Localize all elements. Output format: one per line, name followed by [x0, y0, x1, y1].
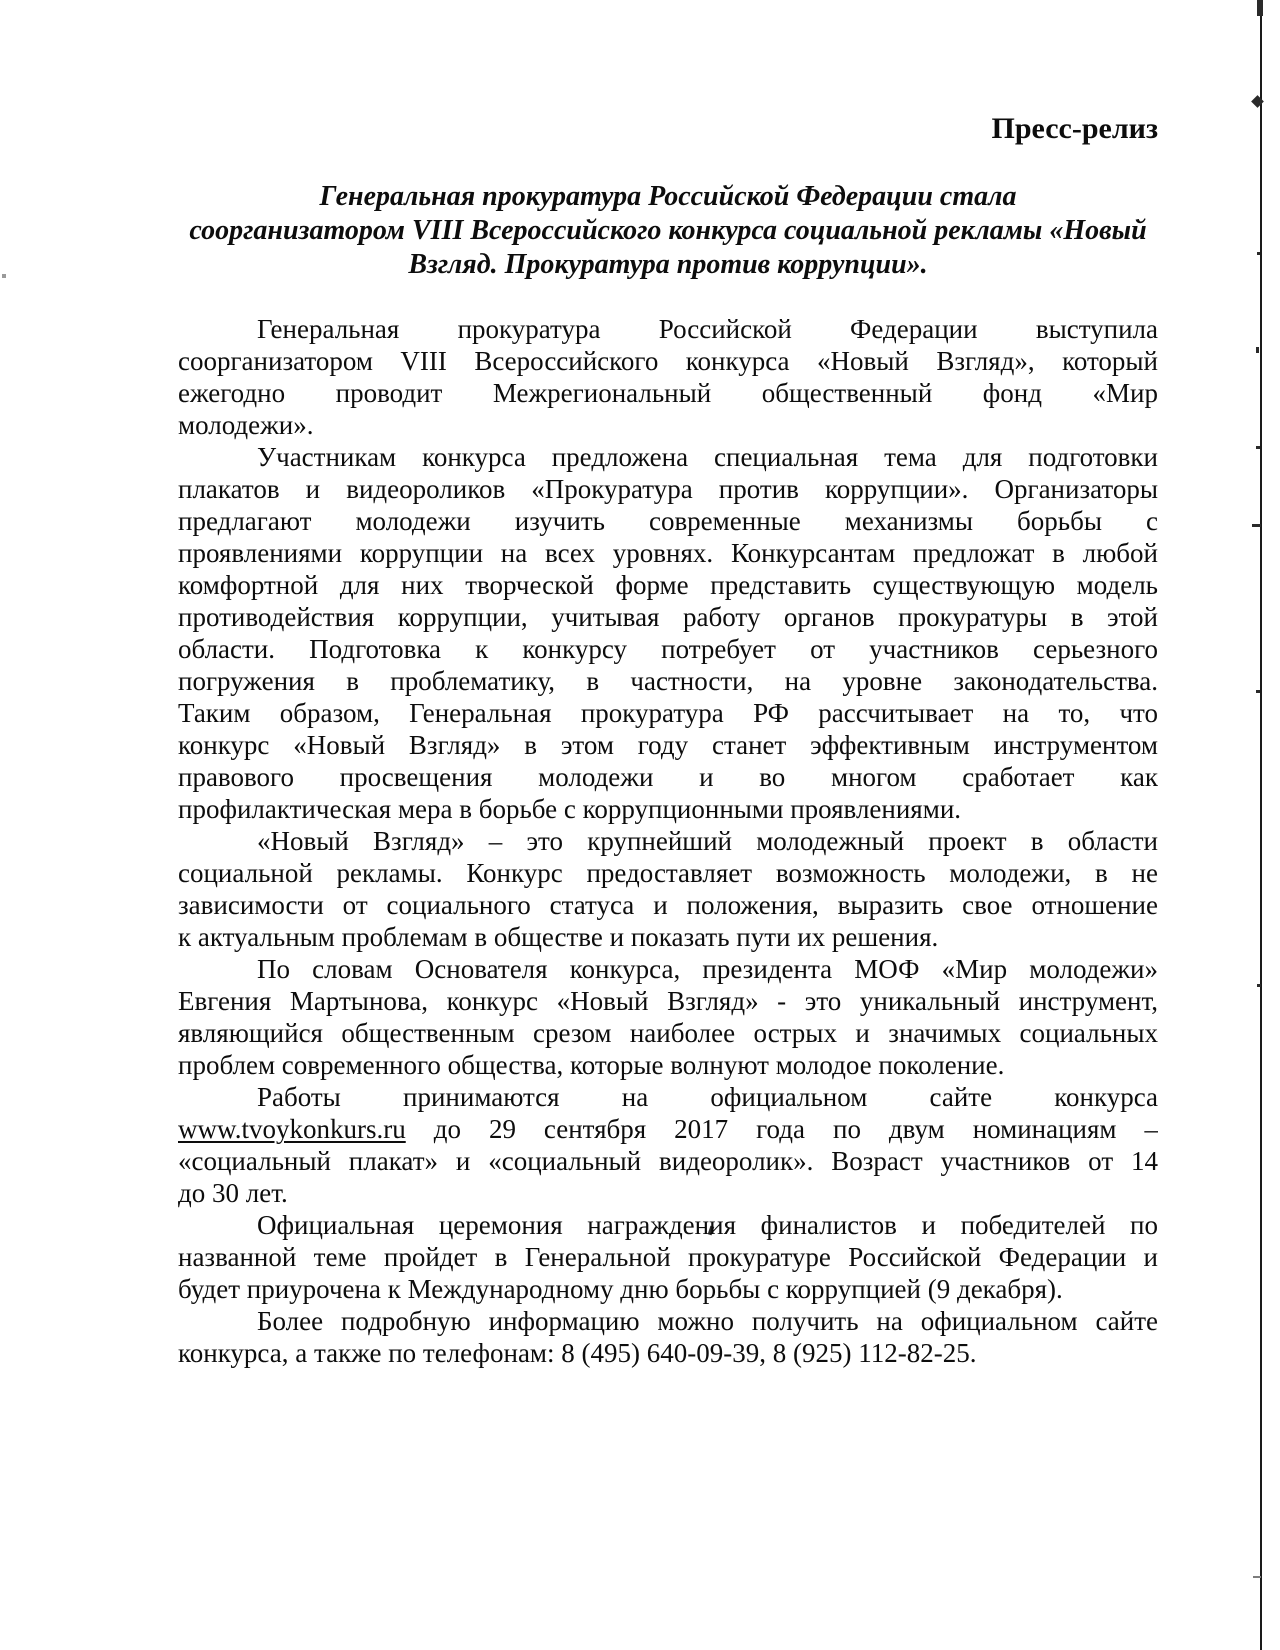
- scan-speck: [1257, 984, 1261, 987]
- paragraph-line: По словам Основателя конкурса, президента МОФ «Мир молодежи»: [257, 954, 1158, 984]
- paragraph: [178, 1209, 1158, 1305]
- scan-artifact-line: [1260, 0, 1262, 1650]
- paragraph-line: плакатов и видеороликов «Прокуратура против коррупции». Организаторы: [178, 474, 1158, 504]
- paragraph: [178, 1305, 1158, 1369]
- paragraph-line: социальной рекламы. Конкурс предоставляет возможность молодежи, в не: [178, 858, 1158, 888]
- paragraph-line: www.tvoykonkurs.ru до 29 сентября 2017 года по двум номинациям –: [178, 1114, 1158, 1144]
- paragraph-line: зависимости от социального статуса и положения, выразить свое отношение: [178, 890, 1158, 920]
- website-link: www.tvoykonkurs.ru: [178, 1114, 406, 1144]
- paragraph-line: соорганизатором VIII Всероссийского конкурса «Новый Взгляд», который: [178, 346, 1158, 376]
- paragraph-line: Более подробную информацию можно получить на официальном сайте: [257, 1306, 1158, 1336]
- scan-speck: [1256, 690, 1260, 693]
- paragraph-line: Евгения Мартынова, конкурс «Новый Взгляд» - это уникальный инструмент,: [178, 986, 1158, 1016]
- scan-speck: [1252, 524, 1261, 527]
- paragraph-line: предлагают молодежи изучить современные механизмы борьбы с: [178, 506, 1158, 536]
- paragraph-line: Работы принимаются на официальном сайте конкурса: [257, 1082, 1158, 1112]
- scan-speck: [2, 274, 6, 278]
- paragraph-line: области. Подготовка к конкурсу потребует от участников серьезного: [178, 634, 1158, 664]
- scan-speck: [1256, 446, 1260, 449]
- paragraph-line: к актуальным проблемам в обществе и показать пути их решения.: [178, 922, 939, 952]
- paragraph-line: «социальный плакат» и «социальный видеоролик». Возраст участников от 14: [178, 1146, 1158, 1176]
- scan-speck: [1257, 252, 1260, 255]
- document-title-line: Взгляд. Прокуратура против коррупции».: [408, 249, 928, 280]
- paragraph-line: противодействия коррупции, учитывая работу органов прокуратуры в этой: [178, 602, 1158, 632]
- paragraph-line: профилактическая мера в борьбе с коррупционными проявлениями.: [178, 794, 962, 824]
- paragraph: [178, 1081, 1158, 1209]
- paragraph: [178, 953, 1158, 1081]
- paragraph: [178, 313, 1158, 441]
- document-body: [178, 313, 1158, 1369]
- paragraph-line: комфортной для них творческой форме представить существующую модель: [178, 570, 1158, 600]
- paragraph-line: будет приурочена к Международному дню борьбы с коррупцией (9 декабря).: [178, 1274, 1063, 1304]
- paragraph-line: Генеральная прокуратура Российской Федерации выступила: [257, 314, 1158, 344]
- paragraph-line: являющийся общественным срезом наиболее острых и значимых социальных: [178, 1018, 1158, 1048]
- paragraph-line: «Новый Взгляд» – это крупнейший молодежный проект в области: [257, 826, 1158, 856]
- document-kicker: Пресс-релиз: [991, 112, 1158, 145]
- paragraph-line: погружения в проблематику, в частности, на уровне законодательства.: [178, 666, 1158, 696]
- paragraph-line: молодежи».: [178, 410, 314, 440]
- paragraph-line: Участникам конкурса предложена специальная тема для подготовки: [257, 442, 1158, 472]
- paragraph-line: проявлениями коррупции на всех уровнях. Конкурсантам предложат в любой: [178, 538, 1158, 568]
- paragraph: [178, 441, 1158, 825]
- document-title-line: соорганизатором VIII Всероссийского конкурса социальной рекламы «Новый: [189, 215, 1147, 246]
- paragraph-line: ежегодно проводит Межрегиональный общественный фонд «Мир: [178, 378, 1158, 408]
- scan-speck: [1257, 0, 1263, 16]
- document-title-line: Генеральная прокуратура Российской Федерации стала: [319, 181, 1017, 212]
- paragraph: [178, 825, 1158, 953]
- paragraph-line: правового просвещения молодежи и во многом сработает как: [178, 762, 1158, 792]
- paragraph-line: до 30 лет.: [178, 1178, 288, 1208]
- paragraph-line: проблем современного общества, которые волнуют молодое поколение.: [178, 1050, 1005, 1080]
- scan-speck: [1256, 347, 1259, 353]
- document-title: [178, 180, 1158, 282]
- paragraph-line: Таким образом, Генеральная прокуратура РФ рассчитывает на то, что: [178, 698, 1158, 728]
- paragraph-line: конкурс «Новый Взгляд» в этом году станет эффективным инструментом: [178, 730, 1158, 760]
- paragraph-line: названной теме пройдет в Генеральной прокуратуре Российской Федерации и: [178, 1242, 1158, 1272]
- scan-speck: [1253, 1576, 1261, 1578]
- paragraph-line: Официальная церемония награждения финалистов и победителей по: [257, 1210, 1158, 1240]
- paragraph-line: конкурса, а также по телефонам: 8 (495) 640-09-39, 8 (925) 112-82-25.: [178, 1338, 977, 1368]
